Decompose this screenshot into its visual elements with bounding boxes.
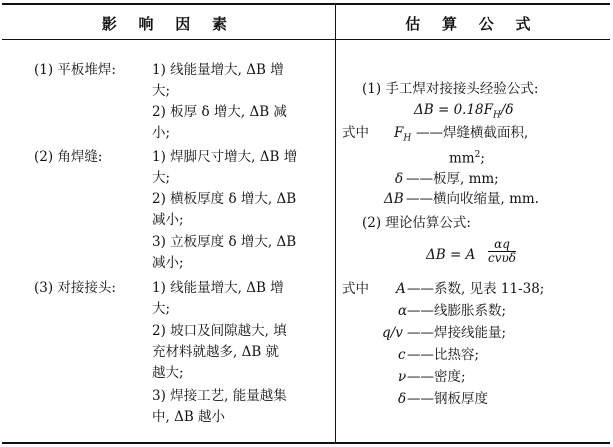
fillet-item-2: 2) 横板厚度 δ 增大, ΔB xyxy=(152,191,297,207)
nu-description: ——密度; xyxy=(407,369,466,385)
fillet-item-1-cont: 大; xyxy=(152,170,171,186)
delta-symbol: δ xyxy=(395,171,404,187)
butt-item-3-cont: 中, ΔB 越小 xyxy=(152,409,226,425)
butt-item-1: 1) 线能量增大, ΔB 增 xyxy=(152,280,284,296)
plate-thickness-symbol: δ xyxy=(398,391,407,407)
where-label-2: 式中 xyxy=(342,281,369,297)
qv-symbol: q/v xyxy=(382,325,403,341)
fraction-denominator: cvυδ xyxy=(488,251,517,265)
fraction-numerator: αq xyxy=(494,237,510,251)
group-flat-plate-label: (1) 平板堆焊: xyxy=(34,62,116,78)
fillet-item-3: 3) 立板厚度 δ 增大, ΔB xyxy=(152,234,297,250)
butt-item-1-cont: 大; xyxy=(152,301,171,317)
fh-description: ——焊缝横截面积, xyxy=(416,125,529,141)
nu-symbol: ν xyxy=(398,369,407,385)
fh-symbol: $F_H$ xyxy=(394,125,412,144)
header-divider xyxy=(2,39,610,40)
delta-b-symbol: ΔB xyxy=(384,191,404,207)
c-symbol: c xyxy=(398,347,406,363)
butt-item-2-cont2: 越大; xyxy=(152,365,184,381)
flat-plate-item-1-cont: 大; xyxy=(152,83,171,99)
fillet-item-2-cont: 减小; xyxy=(152,212,184,228)
theory-formula-lhs: ΔB = A xyxy=(426,247,476,263)
butt-item-2: 2) 坡口及间隙越大, 填 xyxy=(152,323,287,339)
delta-description: ——板厚, mm; xyxy=(406,171,499,187)
flat-plate-item-2-cont: 小; xyxy=(152,125,171,141)
estimation-table xyxy=(2,3,610,444)
a-description: ——系数, 见表 11-38; xyxy=(407,281,545,297)
a-symbol: A xyxy=(396,281,406,297)
alpha-symbol: α xyxy=(398,303,408,319)
section-theory-title: (2) 理论估算公式: xyxy=(362,215,471,231)
group-fillet-label: (2) 角焊缝: xyxy=(34,149,103,165)
group-butt-joint-label: (3) 对接接头: xyxy=(34,280,116,296)
where-label-1: 式中 xyxy=(342,125,369,141)
flat-plate-item-2: 2) 板厚 δ 增大, ΔB 减 xyxy=(152,104,287,120)
fh-unit: $mm^2$; xyxy=(449,150,485,167)
empirical-formula: $\Delta B = 0.18F_H/\delta$ xyxy=(414,102,514,121)
fillet-item-3-cont: 减小; xyxy=(152,255,184,271)
plate-thickness-description: ——钢板厚度 xyxy=(407,391,488,407)
fillet-item-1: 1) 焊脚尺寸增大, ΔB 增 xyxy=(152,149,298,165)
column-divider xyxy=(335,5,336,442)
alpha-description: ——线膨胀系数; xyxy=(407,303,507,319)
header-influence-factors: 影 响 因 素 xyxy=(101,15,236,33)
header-estimation-formula: 估 算 公 式 xyxy=(405,15,539,33)
c-description: ——比热容; xyxy=(407,347,480,363)
qv-description: ——焊接线能量; xyxy=(407,325,507,341)
flat-plate-item-1: 1) 线能量增大, ΔB 增 xyxy=(152,62,284,78)
section-empirical-title: (1) 手工焊对接接头经验公式: xyxy=(362,81,539,97)
butt-item-2-cont: 充材料就越多, ΔB 就 xyxy=(152,344,280,360)
theory-formula-fraction xyxy=(488,238,516,265)
butt-item-3: 3) 焊接工艺, 能量越集 xyxy=(152,388,287,404)
delta-b-description: ——横向收缩量, mm. xyxy=(406,191,539,207)
